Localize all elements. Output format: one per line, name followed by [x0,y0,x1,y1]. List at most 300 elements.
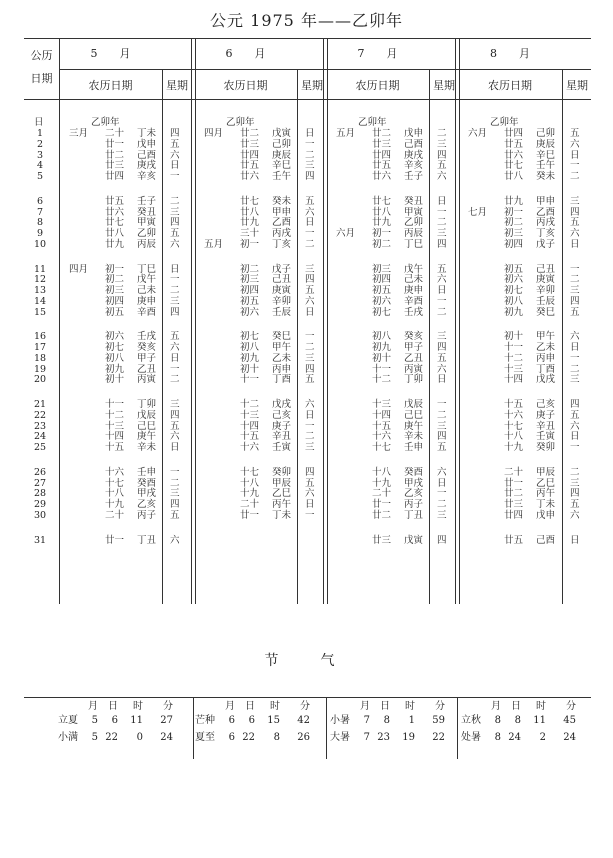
lunar-date: 二十 [240,499,260,510]
month-divider-1 [191,38,196,604]
ganzhi: 甲戌 [137,488,157,500]
lunar-date: 二十 [105,128,125,139]
lunar-date: 二十 [372,488,392,500]
ganzhi: 己未 [404,274,424,286]
weekday: 一 [305,509,315,521]
weekday: 二 [437,217,447,229]
lunar-date: 廿一 [105,138,125,150]
ganzhi: 己酉 [536,534,556,546]
lunar-date: 十三 [105,420,125,432]
jieqi-col-header: 月 [225,701,235,712]
jieqi-minute: 26 [297,732,310,743]
ganzhi: 丁丑 [137,534,157,546]
weekday: 一 [437,399,447,410]
lunar-month-marker: 五月 [204,238,224,250]
weekday: 日 [437,477,447,489]
ganzhi: 庚辰 [272,149,292,161]
ganzhi: 壬申 [137,466,157,478]
lunar-date: 廿七 [105,217,125,229]
weekday: 六 [170,431,180,443]
jieqi-day: 8 [514,715,521,726]
header-bottom-rule [24,99,591,100]
ganzhi: 丙子 [137,509,157,521]
lunar-date: 初四 [372,274,392,286]
weekday: 二 [170,285,180,296]
lunar-date: 初五 [504,263,524,275]
lunar-date: 初八 [372,331,392,343]
ganzhi: 丁酉 [272,374,292,386]
weekday: 三 [305,263,315,275]
day-number: 5 [36,171,44,182]
lunar-date: 十二 [240,399,260,410]
ganzhi: 癸丑 [404,195,424,207]
lunar-date-header: 农历日期 [355,79,400,92]
weekday: 六 [570,331,580,343]
weekday: 三 [437,138,447,150]
lunar-year-label: 乙卯年 [226,117,255,128]
ganzhi: 辛巳 [272,160,292,172]
weekday: 五 [437,263,447,275]
jieqi-col-header: 时 [270,701,280,712]
lunar-month-marker: 四月 [204,128,224,139]
ganzhi: 乙卯 [137,228,157,239]
lunar-date: 十四 [372,409,392,421]
ganzhi: 甲子 [137,352,157,364]
jieqi-top-rule [24,697,591,698]
weekday: 二 [170,195,180,207]
page-title: 公元 1975 年——乙卯年 [210,11,403,30]
weekday: 五 [570,217,580,229]
weekday: 一 [170,171,180,182]
weekday: 四 [170,499,180,510]
lunar-date: 十五 [504,399,524,410]
jieqi-hour: 15 [267,715,280,726]
lunar-date: 初三 [372,263,392,275]
lunar-date: 初八 [240,342,260,353]
ganzhi: 癸亥 [137,342,157,353]
lunar-date: 廿二 [372,509,392,521]
jieqi-month: 6 [228,715,235,726]
lunar-date: 十六 [105,466,125,478]
lunar-date: 初十 [504,331,524,343]
weekday: 五 [437,442,447,453]
ganzhi: 乙巳 [536,477,556,489]
lunar-date: 初四 [240,285,260,296]
lunar-month-marker: 六月 [336,228,356,239]
weekday: 五 [437,352,447,364]
ganzhi: 戊子 [272,263,292,275]
ganzhi: 丙午 [272,499,292,510]
jieqi-divider-1 [193,697,194,759]
ganzhi: 癸酉 [404,466,424,478]
weekday: 三 [305,160,315,172]
lunar-date: 二十 [105,509,125,521]
ganzhi: 甲午 [536,331,556,343]
weekday: 三 [570,477,580,489]
ganzhi: 辛酉 [404,295,424,307]
jieqi-col-header: 时 [536,701,546,712]
weekday: 五 [170,228,180,239]
weekday: 日 [570,149,580,161]
lunar-date: 十二 [504,352,524,364]
weekday: 三 [305,442,315,453]
day-number: 17 [34,342,47,353]
ganzhi: 丙寅 [137,374,157,386]
ganzhi: 庚申 [404,285,424,296]
weekday: 五 [570,409,580,421]
lunar-date: 初四 [504,238,524,250]
weekday: 五 [437,160,447,172]
jieqi-day: 8 [383,715,390,726]
ganzhi: 辛亥 [404,160,424,172]
jieqi-col-header: 分 [300,701,310,712]
lunar-date: 廿九 [105,238,125,250]
ganzhi: 庚戌 [404,149,424,161]
jieqi-name: 小暑 [330,715,350,726]
day-number: 8 [36,217,44,229]
lunar-date: 廿九 [372,217,392,229]
ganzhi: 壬寅 [536,431,556,443]
ganzhi: 癸丑 [137,206,157,218]
lunar-date: 十四 [504,374,524,386]
weekday: 日 [437,285,447,296]
lunar-date: 初九 [372,342,392,353]
lunar-date: 廿四 [504,128,524,139]
weekday-header: 星期 [166,79,188,92]
weekday: 二 [570,274,580,286]
weekday: 四 [437,342,447,353]
weekday: 日 [437,374,447,386]
weekday-divider-6 [297,69,298,604]
month-header: 5 月 [90,47,131,60]
lunar-date: 初三 [105,285,125,296]
lunar-date: 初十 [372,352,392,364]
lunar-date: 十四 [105,431,125,443]
weekday: 五 [305,195,315,207]
lunar-date: 初六 [372,295,392,307]
lunar-date: 廿三 [105,160,125,172]
ganzhi: 乙酉 [536,206,556,218]
weekday: 五 [305,285,315,296]
ganzhi: 己巳 [137,420,157,432]
lunar-date: 十九 [504,442,524,453]
month-divider-2 [323,38,328,604]
lunar-date: 初八 [504,295,524,307]
jieqi-minute: 24 [563,732,576,743]
weekday: 六 [437,466,447,478]
day-number: 19 [34,363,47,375]
lunar-date: 廿三 [372,138,392,150]
ganzhi: 癸亥 [404,331,424,343]
lunar-date: 十三 [240,409,260,421]
jieqi-name: 芒种 [195,715,215,726]
weekday: 日 [570,238,580,250]
weekday: 日 [305,217,315,229]
ganzhi: 丙戌 [536,217,556,229]
day-number: 15 [34,306,47,318]
lunar-date: 初六 [105,331,125,343]
ganzhi: 癸巳 [536,306,556,318]
ganzhi: 辛卯 [536,285,556,296]
day-number: 16 [34,331,47,343]
ganzhi: 丁巳 [137,263,157,275]
weekday: 二 [437,306,447,318]
lunar-date: 十八 [240,477,260,489]
weekday: 日 [170,263,180,275]
weekday: 一 [437,488,447,500]
lunar-year-label: 乙卯年 [490,117,519,128]
weekday: 二 [170,374,180,386]
weekday: 三 [570,374,580,386]
jieqi-day: 6 [248,715,255,726]
jieqi-name: 立秋 [461,715,481,726]
month-divider-3 [455,38,460,604]
day-number: 13 [34,285,47,296]
ganzhi: 壬辰 [272,306,292,318]
weekday: 日 [570,431,580,443]
ganzhi: 壬寅 [272,442,292,453]
ganzhi: 辛酉 [137,306,157,318]
jieqi-month: 6 [228,732,235,743]
jieqi-col-header: 月 [360,701,370,712]
lunar-date: 初三 [240,274,260,286]
lunar-date: 初一 [105,263,125,275]
ganzhi: 壬申 [404,442,424,453]
lunar-date: 廿五 [372,160,392,172]
lunar-date: 十九 [105,499,125,510]
lunar-date: 十一 [504,342,524,353]
ganzhi: 辛丑 [272,431,292,443]
weekday: 一 [570,442,580,453]
weekday: 四 [170,128,180,139]
lunar-date: 廿四 [372,149,392,161]
lunar-date: 十七 [105,477,125,489]
ganzhi: 丁酉 [536,363,556,375]
jieqi-col-header: 分 [566,701,576,712]
ganzhi: 戊戌 [272,399,292,410]
day-number: 4 [36,160,44,172]
weekday: 四 [305,466,315,478]
jieqi-minute: 22 [432,732,445,743]
ganzhi: 甲子 [404,342,424,353]
ganzhi: 丙戌 [272,228,292,239]
ganzhi: 己丑 [272,274,292,286]
weekday: 六 [170,342,180,353]
weekday: 日 [437,195,447,207]
ganzhi: 癸未 [272,195,292,207]
ganzhi: 庚子 [536,409,556,421]
lunar-month-marker: 七月 [468,206,488,218]
lunar-date: 十七 [372,442,392,453]
day-number: 27 [34,477,47,489]
weekday: 六 [437,171,447,182]
jieqi-hour: 1 [408,715,415,726]
weekday: 日 [305,128,315,139]
lunar-date: 初九 [504,306,524,318]
lunar-date: 十二 [372,374,392,386]
jieqi-hour: 8 [273,732,280,743]
ganzhi: 戊申 [137,138,157,150]
weekday: 日 [305,306,315,318]
ganzhi: 丁卯 [137,399,157,410]
ganzhi: 癸未 [536,171,556,182]
weekday-divider-7 [429,69,430,604]
jieqi-hour: 11 [533,715,546,726]
weekday: 三 [437,509,447,521]
jieqi-name: 处暑 [461,732,481,743]
weekday: 三 [437,228,447,239]
ganzhi: 丁丑 [404,509,424,521]
ganzhi: 己未 [137,285,157,296]
day-number: 29 [34,499,47,510]
lunar-date: 初五 [105,306,125,318]
ganzhi: 辛未 [137,442,157,453]
lunar-date: 初五 [372,285,392,296]
month-header: 8 月 [490,47,530,60]
ganzhi: 丙申 [272,363,292,375]
weekday: 五 [570,128,580,139]
lunar-date: 廿一 [240,509,260,521]
weekday: 日 [170,352,180,364]
ganzhi: 壬子 [137,195,157,207]
weekday: 二 [305,342,315,353]
ganzhi: 乙卯 [404,217,424,229]
weekday: 六 [170,149,180,161]
weekday: 三 [170,399,180,410]
ganzhi: 癸巳 [272,331,292,343]
corner-label-top: 公历 [30,49,53,62]
lunar-date: 廿八 [105,228,125,239]
ganzhi: 甲戌 [404,477,424,489]
lunar-date-header: 农历日期 [223,79,268,92]
ganzhi: 庚辰 [536,138,556,150]
weekday-divider-5 [162,69,163,604]
ganzhi: 己丑 [536,263,556,275]
weekday: 日 [305,499,315,510]
lunar-date: 初九 [105,363,125,375]
ganzhi: 乙丑 [137,363,157,375]
day-number: 9 [36,228,44,239]
jieqi-name: 立夏 [58,715,78,726]
lunar-date: 廿八 [504,171,524,182]
weekday: 四 [437,431,447,443]
ganzhi: 甲寅 [137,217,157,229]
day-number: 14 [34,295,47,307]
weekday: 日 [170,160,180,172]
weekday: 三 [437,331,447,343]
weekday: 六 [570,228,580,239]
ganzhi: 己酉 [137,149,157,161]
jieqi-col-header: 时 [133,701,143,712]
weekday: 日 [570,342,580,353]
lunar-date: 初一 [372,228,392,239]
lunar-date: 廿八 [372,206,392,218]
weekday: 一 [305,331,315,343]
weekday: 五 [570,499,580,510]
ganzhi: 丙子 [404,499,424,510]
weekday: 二 [305,149,315,161]
ganzhi: 壬午 [272,171,292,182]
jieqi-day: 6 [111,715,118,726]
lunar-date: 廿一 [504,477,524,489]
day-number: 25 [34,442,47,453]
jieqi-day: 23 [377,732,390,743]
weekday: 二 [437,128,447,139]
lunar-date: 廿九 [240,217,260,229]
ganzhi: 乙未 [536,342,556,353]
weekday: 一 [570,160,580,172]
day-number: 24 [34,431,47,443]
ganzhi: 庚午 [404,420,424,432]
lunar-date: 廿一 [105,534,125,546]
jieqi-minute: 42 [297,715,310,726]
day-number: 31 [34,534,47,546]
ganzhi: 己亥 [272,409,292,421]
ganzhi: 庚寅 [536,274,556,286]
weekday-header: 星期 [433,79,455,92]
weekday: 五 [305,477,315,489]
jieqi-minute: 27 [160,715,173,726]
ganzhi: 丁亥 [536,228,556,239]
lunar-date: 廿五 [105,195,125,207]
day-number: 30 [34,509,47,521]
weekday: 四 [437,238,447,250]
weekday: 二 [437,409,447,421]
weekday: 三 [437,420,447,432]
lunar-date: 廿五 [240,160,260,172]
lunar-date: 初二 [504,217,524,229]
lunar-date: 廿三 [240,138,260,150]
weekday: 三 [570,195,580,207]
day-number: 2 [36,138,44,150]
lunar-date: 初六 [240,306,260,318]
lunar-date: 十六 [504,409,524,421]
jieqi-title: 节 气 [264,653,349,669]
ganzhi: 己巳 [404,409,424,421]
jieqi-month: 5 [91,715,98,726]
weekday: 四 [305,274,315,286]
day-number: 12 [34,274,47,286]
weekday: 一 [437,295,447,307]
ganzhi: 壬子 [404,171,424,182]
ganzhi: 辛卯 [272,295,292,307]
lunar-date: 廿一 [372,499,392,510]
day-number: 18 [34,352,47,364]
ganzhi: 庚午 [137,431,157,443]
lunar-month-marker: 五月 [336,128,356,139]
lunar-date: 十一 [372,363,392,375]
jieqi-minute: 59 [432,715,445,726]
ganzhi: 戊申 [404,128,424,139]
weekday: 三 [305,352,315,364]
ganzhi: 戊午 [137,274,157,286]
weekday: 六 [170,534,180,546]
lunar-date: 十四 [240,420,260,432]
lunar-date: 十九 [240,488,260,500]
jieqi-month: 7 [363,715,370,726]
jieqi-name: 夏至 [195,732,215,743]
lunar-year-label: 乙卯年 [91,117,120,128]
ganzhi: 庚申 [137,295,157,307]
ganzhi: 戊寅 [404,534,424,546]
weekday: 一 [170,466,180,478]
weekday: 四 [570,206,580,218]
weekday: 五 [570,306,580,318]
weekday: 六 [570,509,580,521]
ganzhi: 戊戌 [536,374,556,386]
corner-label-bottom: 日期 [30,72,53,85]
lunar-date: 十六 [240,442,260,453]
